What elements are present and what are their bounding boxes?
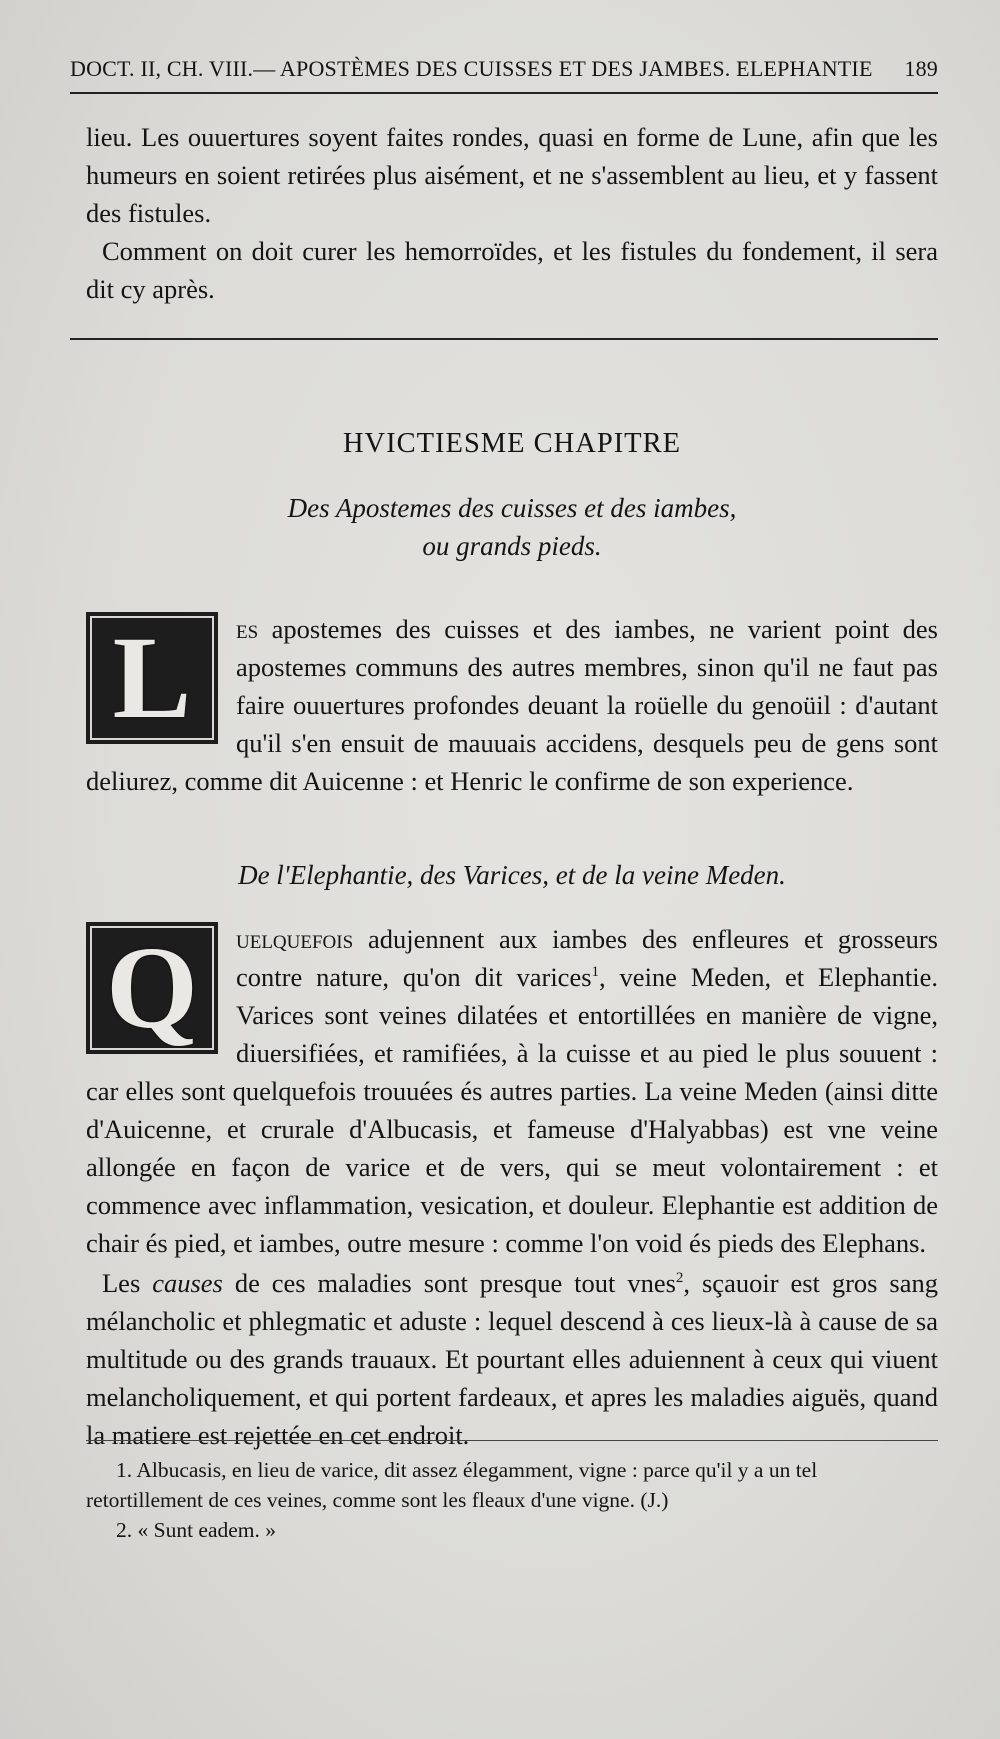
intro-text — [86, 118, 938, 308]
section-3-body-b: de ces maladies sont presque tout vnes — [222, 1268, 676, 1298]
section-1-body: apostemes des cuisses et des iambes, ne varient point des apostemes communs des autres membres, sinon qu'il ne faut pas faire ouuertures profondes deuant la roüelle du genoüil : d'autant qu'il s'en ensuit de mauuais accidens, desquels peu de gens sont deliurez, comme dit Auicenne : et Henric le confirme de son experience. — [86, 614, 938, 796]
section-2-body-a: adujennent aux iambes des enfleures et grosseurs contre nature, qu'on dit varices — [236, 924, 938, 992]
dropcap-l-ornament — [86, 612, 218, 744]
intro-paragraph-2: Comment on doit curer les hemorroïdes, et les fistules du fondement, il sera dit cy après. — [86, 236, 938, 304]
section-3-paragraph — [86, 1264, 938, 1454]
footnotes — [86, 1455, 938, 1545]
section-3-body-c: , sçauoir est gros sang mélancholic et phlegmatic et aduste : lequel descend à ces lieux-là à cause de sa multitude ou des grands trauaux. Et pourtant elles aduiennent à ceux qui viuent melancholiquement, et qui portent fardeaux, et apres les maladies aiguës, quand la matiere est rejettée en cet endroit. — [86, 1268, 939, 1450]
page-number: 189 — [904, 56, 938, 81]
section-3-body-a: Les — [102, 1268, 153, 1298]
footnote-divider — [86, 1440, 938, 1441]
section-2-body-b: , veine Meden, et Elephantie. Varices sont veines dilatées et entortillées en manière de vigne, diuersifiées, et ramifiées, à la cuisse et au pied le plus souuent : car elles sont quelquefois trouuées és autres parties. La veine Meden (ainsi ditte d'Auicenne, et crurale d'Albucasis, et fameuse d'Halyabbas) est vne veine allongée en façon de varice et de vers, qui se meut volontairement : et commence avec inflammation, vesication, et douleur. Elephantie est addition de chair és pied, et iambes, outre mesure : comme l'on void és pieds des Elephans. — [86, 962, 938, 1258]
footnote-ref-2[interactable]: 2 — [675, 1270, 684, 1287]
chapter-subtitle — [86, 489, 938, 565]
section-2-heading: De l'Elephantie, des Varices, et de la veine Meden. — [238, 860, 786, 890]
intro-paragraph-1: lieu. Les ouuertures soyent faites rondes, quasi en forme de Lune, afin que les humeurs en soient retirées plus aisément, et ne s'assemblent au lieu, et y fassent des fistules. — [86, 122, 938, 228]
dropcap-q-letter: Q — [106, 922, 198, 1053]
section-2-text — [86, 920, 938, 1454]
dropcap-l-letter: L — [112, 612, 192, 743]
running-header — [70, 56, 938, 94]
section-1-text — [86, 610, 938, 800]
chapter-subtitle-line-2: ou grands pieds. — [422, 531, 602, 561]
section-1-paragraph — [86, 610, 938, 800]
footnote-1: 1. Albucasis, en lieu de varice, dit assez élegamment, vigne : parce qu'il y a un tel retortillement de ces veines, comme sont les fleaux d'une vigne. (J.) — [86, 1458, 818, 1512]
section-2-lead: uelquefois — [236, 924, 354, 954]
section-1-lead: es — [236, 614, 259, 644]
footnote-2: 2. « Sunt eadem. » — [116, 1518, 277, 1542]
section-divider — [70, 338, 938, 340]
chapter-subtitle-line-1: Des Apostemes des cuisses et des iambes, — [287, 493, 737, 523]
chapter-title: HVICTIESME CHAPITRE — [342, 428, 682, 459]
running-title: DOCT. II, CH. VIII.— APOSTÈMES DES CUISSES ET DES JAMBES. ELEPHANTIE — [70, 56, 873, 81]
footnote-ref-1[interactable]: 1 — [591, 964, 600, 981]
section-3-causes: causes — [152, 1268, 223, 1298]
section-2-paragraph — [86, 920, 938, 1262]
dropcap-q-ornament — [86, 922, 218, 1054]
